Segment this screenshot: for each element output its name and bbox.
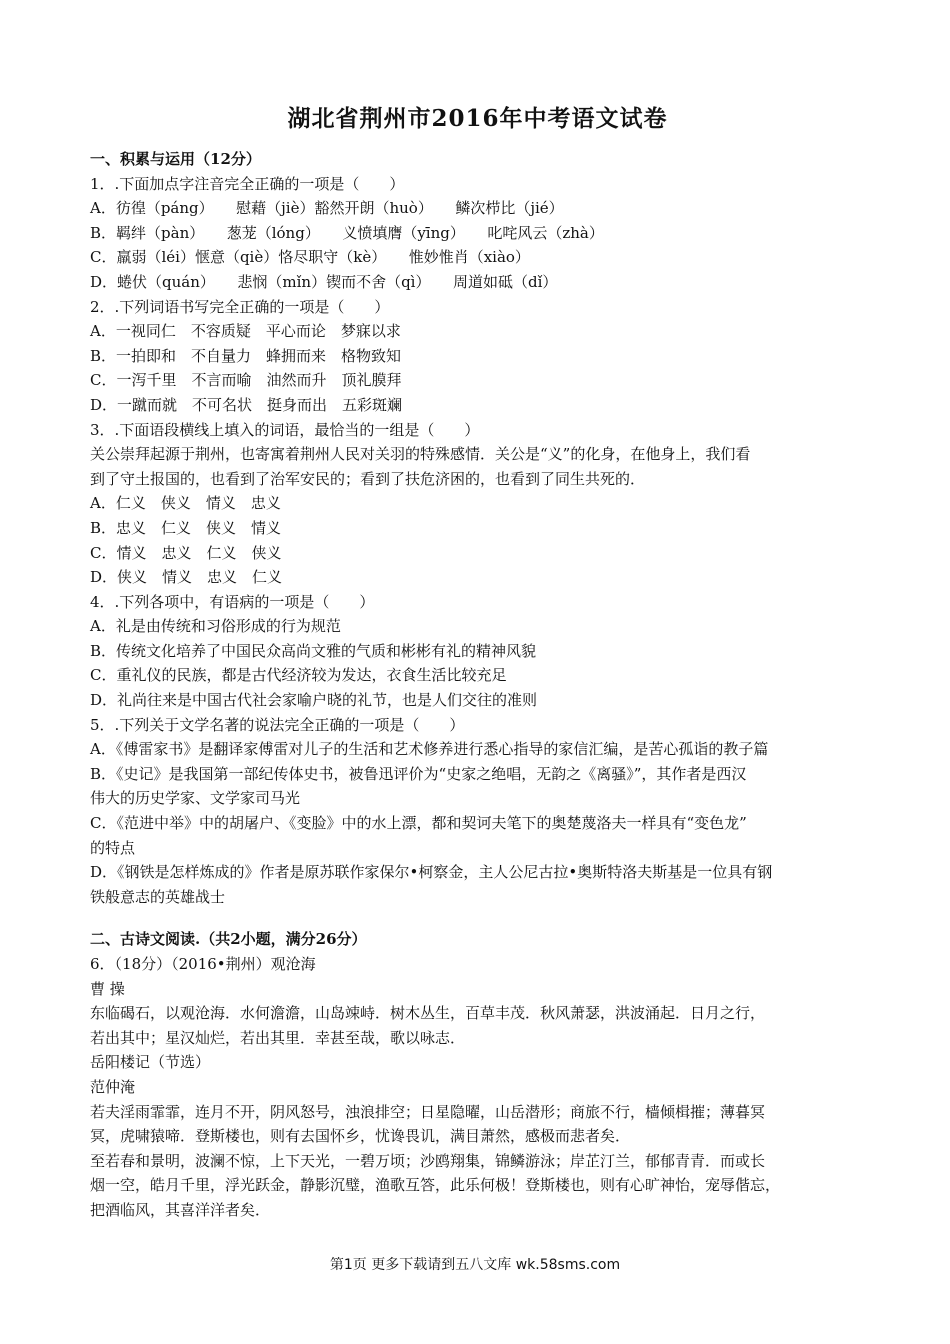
- q4-option-c: C．重礼仪的民族，都是古代经济较为发达，衣食生活比较充足: [90, 666, 507, 685]
- q3-option-c: C．情义 忠义 仁义 侠义: [90, 543, 282, 562]
- q2-option-b: B．一拍即和 不自量力 蜂拥而来 格物致知: [90, 346, 402, 365]
- q1-option-d: D．蜷伏（quán） 悲悯（mǐn）锲而不舍（qì） 周道如砥（dǐ）: [90, 272, 558, 291]
- q1-option-c: C．羸弱（léi）惬意（qiè）恪尽职守（kè） 惟妙惟肖（xiào）: [90, 248, 530, 267]
- q3-passage-line-2: 到了守土报国的，也看到了治军安民的；看到了扶危济困的，也看到了同生共死的．: [90, 469, 646, 488]
- q5-line: 的特点: [90, 838, 136, 857]
- q4-option-d: D．礼尚往来是中国古代社会家喻户晓的礼节，也是人们交往的准则: [90, 691, 538, 710]
- q6-stem: 6．（18分）（2016•荆州）观沧海: [90, 955, 316, 973]
- prose-line: 若夫淫雨霏霏，连月不开，阴风怒号，浊浪排空；日星隐曜，山岳潜形；商旅不行，樯倾楫摧；薄暮冥: [90, 1102, 766, 1121]
- q1-stem: 1．.下面加点字注音完全正确的一项是（ ）: [90, 174, 405, 193]
- q3-option-b: B．忠义 仁义 侠义 情义: [90, 518, 282, 537]
- q5-line: C．《范进中举》中的胡屠户、《变脸》中的水上漂，都和契诃夫笔下的奥楚蔑洛夫一样具有“变色龙”: [90, 814, 747, 833]
- q5-line: B．《史记》是我国第一部纪传体史书，被鲁迅评价为“史家之绝唱，无韵之《离骚》”，其作者是西汉: [90, 764, 747, 783]
- prose-title: 岳阳楼记（节选）: [90, 1053, 211, 1072]
- q1-option-a: A．彷徨（páng） 慰藉（jiè）豁然开朗（huò） 鳞次栉比（jié）: [90, 199, 564, 218]
- q2-option-d: D．一蹴而就 不可名状 挺身而出 五彩斑斓: [90, 395, 403, 414]
- q5-line: 伟大的历史学家、文学家司马光: [90, 789, 301, 808]
- q3-option-a: A．仁义 侠义 情义 忠义: [90, 494, 281, 513]
- q5-stem: 5．.下列关于文学名著的说法完全正确的一项是（ ）: [90, 715, 465, 734]
- q2-option-c: C．一泻千里 不言而喻 油然而升 顶礼膜拜: [90, 371, 402, 390]
- q3-passage-line-1: 关公崇拜起源于荆州，也寄寓着荆州人民对关羽的特殊感情．关公是“义”的化身，在他身上，我们看: [90, 445, 751, 464]
- q4-stem: 4．.下列各项中，有语病的一项是（ ）: [90, 592, 375, 611]
- exam-page: [90, 100, 865, 1223]
- q3-option-d: D．侠义 情义 忠义 仁义: [90, 568, 283, 587]
- prose-line: 烟一空，皓月千里，浮光跃金，静影沉璧，渔歌互答，此乐何极！登斯楼也，则有心旷神怡，宠辱偕忘，: [90, 1176, 781, 1195]
- q3-stem: 3．.下面语段横线上填入的词语，最恰当的一组是（ ）: [90, 420, 480, 439]
- prose-line: 把酒临风，其喜洋洋者矣．: [90, 1200, 271, 1219]
- q4-option-a: A．礼是由传统和习俗形成的行为规范: [90, 617, 341, 636]
- q5-line: D．《钢铁是怎样炼成的》作者是原苏联作家保尔•柯察金，主人公尼古拉•奥斯特洛夫斯基是一位具有钢: [90, 863, 773, 882]
- q2-option-a: A．一视同仁 不容质疑 平心而论 梦寐以求: [90, 322, 401, 341]
- q1-option-b: B．羁绊（pàn） 葱茏（lóng） 义愤填膺（yīng） 叱咤风云（zhà）: [90, 223, 604, 242]
- prose-line: 冥，虎啸猿啼．登斯楼也，则有去国怀乡，忧谗畏讥，满目萧然，感极而悲者矣．: [90, 1127, 631, 1146]
- q2-stem: 2．.下列词语书写完全正确的一项是（ ）: [90, 297, 390, 316]
- q5-line: 铁般意志的英雄战士: [90, 887, 226, 906]
- prose-author: 范仲淹: [90, 1077, 136, 1096]
- section-2-heading: 二、古诗文阅读.（共2小题，满分26分）: [90, 930, 367, 949]
- page-footer: 第1页 更多下载请到五八文库 wk.58sms.com: [329, 1257, 621, 1273]
- poem-author: 曹 操: [90, 979, 125, 998]
- q4-option-b: B．传统文化培养了中国民众高尚文雅的气质和彬彬有礼的精神风貌: [90, 641, 537, 660]
- page-title: 湖北省荆州市2016年中考语文试卷: [287, 105, 668, 132]
- section-1-heading: 一、积累与运用（12分）: [90, 150, 261, 168]
- section-gap: [90, 909, 865, 927]
- poem-line: 东临碣石，以观沧海．水何澹澹，山岛竦峙．树木丛生，百草丰茂．秋风萧瑟，洪波涌起．日月之行，: [90, 1004, 766, 1023]
- poem-line: 若出其中；星汉灿烂，若出其里．幸甚至哉，歌以咏志．: [90, 1028, 466, 1047]
- prose-line: 至若春和景明，波澜不惊，上下天光，一碧万顷；沙鸥翔集，锦鳞游泳；岸芷汀兰，郁郁青青．而或长: [90, 1151, 766, 1170]
- q5-line: A．《傅雷家书》是翻译家傅雷对儿子的生活和艺术修养进行悉心指导的家信汇编，是苦心孤诣的教子篇: [90, 740, 769, 759]
